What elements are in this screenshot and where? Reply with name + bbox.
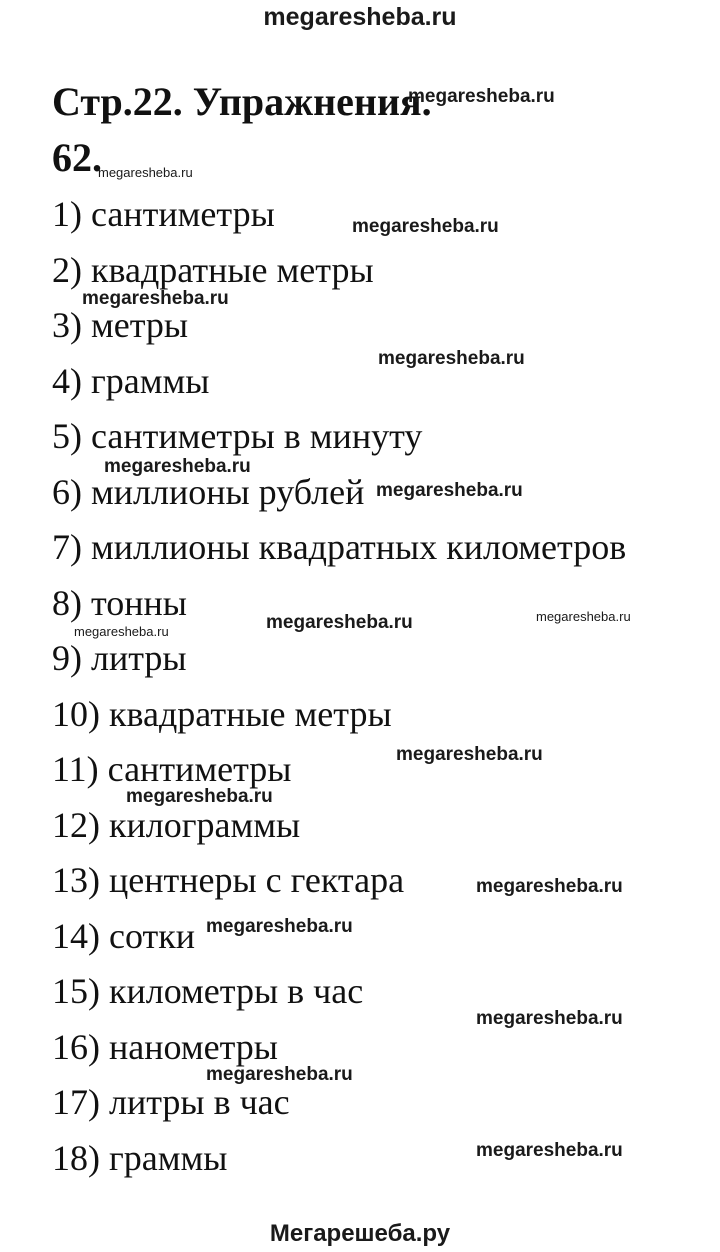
watermark: megaresheba.ru [476,876,623,897]
watermark: megaresheba.ru [476,1008,623,1029]
watermark: megaresheba.ru [536,609,631,624]
watermark: megaresheba.ru [206,1064,353,1085]
answer-item-4: 4) граммы [52,360,210,401]
watermark: megaresheba.ru [82,288,229,309]
answer-item-11: 11) сантиметры [52,749,292,789]
answer-item-9: 9) литры [52,638,187,678]
watermark: megaresheba.ru [206,916,353,937]
answer-item-13: 13) центнеры с гектара [52,860,405,900]
answer-item-12: 12) килограммы [52,804,301,845]
answer-item-3: 3) метры [52,305,189,345]
page-heading: Стр.22. Упражнения. [52,79,432,124]
watermark: megaresheba.ru [476,1140,623,1161]
answer-item-8: 8) тонны [52,582,187,623]
answer-item-1: 1) сантиметры [52,194,275,234]
answer-item-14: 14) сотки [52,915,195,956]
answer-item-17: 17) литры в час [52,1082,290,1122]
watermark: megaresheba.ru [104,456,251,477]
answer-item-15: 15) километры в час [52,971,364,1011]
watermark: megaresheba.ru [98,165,193,180]
answer-item-2: 2) квадратные метры [52,249,374,290]
answer-item-16: 16) нанометры [52,1026,278,1067]
watermark: megaresheba.ru [266,612,413,633]
answer-item-10: 10) квадратные метры [52,693,392,734]
exercise-number: 62. [52,135,102,180]
watermark: megaresheba.ru [408,86,555,107]
site-header: megaresheba.ru [263,3,457,31]
answer-item-18: 18) граммы [52,1137,228,1178]
answer-list [52,187,626,1186]
answer-item-5: 5) сантиметры в минуту [52,416,423,456]
site-footer: Мегарешеба.ру [269,1220,451,1247]
watermark: megaresheba.ru [378,348,525,369]
watermark: megaresheba.ru [126,786,273,807]
watermark: megaresheba.ru [74,624,169,639]
watermark: megaresheba.ru [352,216,499,237]
watermark: megaresheba.ru [396,744,543,765]
answer-item-6: 6) миллионы рублей [52,471,365,512]
watermark: megaresheba.ru [376,480,523,501]
answer-item-7: 7) миллионы квадратных километров [52,527,627,567]
